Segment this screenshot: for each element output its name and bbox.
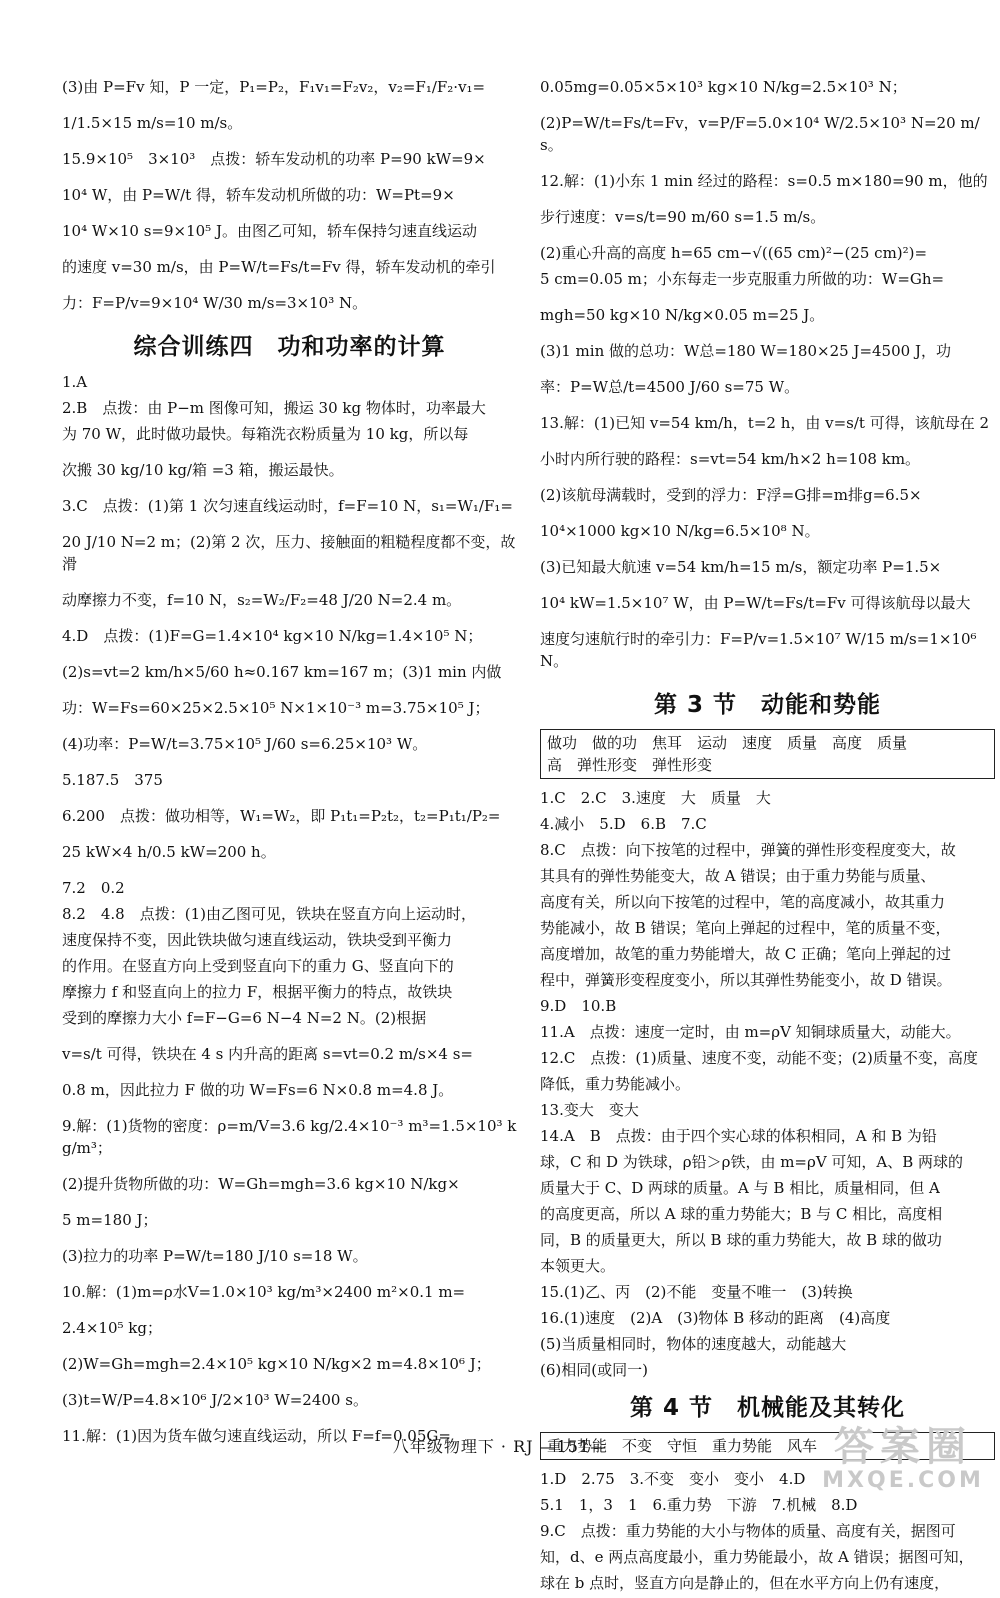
answer-line: (6)相同(或同一) bbox=[540, 1361, 648, 1379]
answer-line: 10⁴ W×10 s=9×10⁵ J。由图乙可知，轿车保持匀速直线运动 bbox=[62, 222, 477, 240]
answer-line: 的作用。在竖直方向上受到竖直向下的重力 G、竖直向下的 bbox=[62, 957, 454, 975]
answer-line: 降低，重力势能减小。 bbox=[540, 1075, 691, 1093]
answer-line: 5.1 1，3 1 6.重力势 下游 7.机械 8.D bbox=[540, 1496, 858, 1514]
answer-line: 15.(1)乙、丙 (2)不能 变量不唯一 (3)转换 bbox=[540, 1283, 853, 1301]
answer-line: 10⁴×1000 kg×10 N/kg=6.5×10⁸ N。 bbox=[540, 522, 820, 540]
keyword-line: 重力势能 不变 守恒 重力势能 风车 bbox=[547, 1437, 818, 1455]
answer-line: 12.C 点拨：(1)质量、速度不变，动能不变；(2)质量不变，高度 bbox=[540, 1049, 978, 1067]
answer-line: (4)功率：P=W/t=3.75×10⁵ J/60 s=6.25×10³ W。 bbox=[62, 735, 428, 753]
answer-line: 5.187.5 375 bbox=[62, 771, 163, 789]
answer-line: 高度有关，所以向下按笔的过程中，笔的高度减小，故其重力 bbox=[540, 893, 946, 911]
answer-line: 4.减小 5.D 6.B 7.C bbox=[540, 815, 707, 833]
answer-line: 的速度 v=30 m/s，由 P=W/t=Fs/t=Fv 得，轿车发动机的牵引 bbox=[62, 258, 496, 276]
answer-line: 为 70 W，此时做功最快。每箱洗衣粉质量为 10 kg，所以每 bbox=[62, 425, 469, 443]
answer-line: mgh=50 kg×10 N/kg×0.05 m=25 J。 bbox=[540, 306, 825, 324]
answer-line: 13.解：(1)已知 v=54 km/h，t=2 h，由 v=s/t 可得，该航母在 2 bbox=[540, 414, 990, 432]
answer-line: 20 J/10 N=2 m；(2)第 2 次，压力、接触面的粗糙程度都不变，故滑 bbox=[62, 533, 516, 573]
answer-line: (3)拉力的功率 P=W/t=180 J/10 s=18 W。 bbox=[62, 1247, 368, 1265]
answer-line: 速度匀速航行时的牵引力：F=P/v=1.5×10⁷ W/15 m/s=1×10⁶ N。 bbox=[540, 630, 982, 670]
section-heading: 综合训练四 功和功率的计算 bbox=[133, 334, 446, 360]
answer-line: 质量大于 C、D 两球的质量。A 与 B 相比，质量相同，但 A bbox=[540, 1179, 940, 1197]
section-heading: 第 3 节 动能和势能 bbox=[653, 692, 882, 718]
answer-line: 其具有的弹性势能变大，故 A 错误；由于重力势能与质量、 bbox=[540, 867, 936, 885]
answer-line: 1.C 2.C 3.速度 大 质量 大 bbox=[540, 789, 771, 807]
answer-line: 8.C 点拨：向下按笔的过程中，弹簧的弹性形变程度变大，故 bbox=[540, 841, 956, 859]
answer-line: 程中，弹簧形变程度变小，所以其弹性势能变小，故 D 错误。 bbox=[540, 971, 952, 989]
answer-line: 4.D 点拨：(1)F=G=1.4×10⁴ kg×10 N/kg=1.4×10⁵ N； bbox=[62, 627, 483, 645]
answer-line: 10⁴ kW=1.5×10⁷ W，由 P=W/t=Fs/t=Fv 可得该航母以最大 bbox=[540, 594, 971, 612]
answer-line: (5)当质量相同时，物体的速度越大，动能越大 bbox=[540, 1335, 847, 1353]
answer-line: (2)s=vt=2 km/h×5/60 h≈0.167 km=167 m；(3)1 min 内做 bbox=[62, 663, 502, 681]
answer-line: 6.200 点拨：做功相等，W₁=W₂，即 P₁t₁=P₂t₂，t₂=P₁t₁/P₂= bbox=[62, 807, 501, 825]
answer-line: 率：P=W总/t=4500 J/60 s=75 W。 bbox=[540, 378, 800, 396]
answer-line: 0.05mg=0.05×5×10³ kg×10 N/kg=2.5×10³ N； bbox=[540, 78, 907, 96]
answer-line: 12.解：(1)小东 1 min 经过的路程：s=0.5 m×180=90 m，他的 bbox=[540, 172, 988, 190]
answer-line: 10.解：(1)m=ρ水V=1.0×10³ kg/m³×2400 m²×0.1 m= bbox=[62, 1283, 466, 1301]
answer-line: 小时内所行驶的路程：s=vt=54 km/h×2 h=108 km。 bbox=[540, 450, 921, 468]
answer-line: 25 kW×4 h/0.5 kW=200 h。 bbox=[62, 843, 276, 861]
answer-line: 受到的摩擦力大小 f=F−G=6 N−4 N=2 N。(2)根据 bbox=[62, 1009, 427, 1027]
answer-line: 0.8 m，因此拉力 F 做的功 W=Fs=6 N×0.8 m=4.8 J。 bbox=[62, 1081, 454, 1099]
answer-line: (2)提升货物所做的功：W=Gh=mgh=3.6 kg×10 N/kg× bbox=[62, 1175, 460, 1193]
answer-line: 11.A 点拨：速度一定时，由 m=ρV 知铜球质量大，动能大。 bbox=[540, 1023, 961, 1041]
keyword-line: 做功 做的功 焦耳 运动 速度 质量 高度 质量 bbox=[547, 734, 908, 752]
answer-line: (3)t=W/P=4.8×10⁶ J/2×10³ W=2400 s。 bbox=[62, 1391, 368, 1409]
answer-line: 速度保持不变，因此铁块做匀速直线运动，铁块受到平衡力 bbox=[62, 931, 453, 949]
answer-line: 2.4×10⁵ kg； bbox=[62, 1319, 162, 1337]
answer-line: (2)W=Gh=mgh=2.4×10⁵ kg×10 N/kg×2 m=4.8×10⁶ J； bbox=[62, 1355, 491, 1373]
answer-line: 15.9×10⁵ 3×10³ 点拨：轿车发动机的功率 P=90 kW=9× bbox=[62, 150, 486, 168]
answer-line: 高度增加，故笔的重力势能增大，故 C 正确；笔向上弹起的过 bbox=[540, 945, 952, 963]
answer-line: 5 m=180 J； bbox=[62, 1211, 158, 1229]
answer-line: 1.D 2.75 3.不变 变小 变小 4.D bbox=[540, 1470, 806, 1488]
answer-line: (2)重心升高的高度 h=65 cm−√((65 cm)²−(25 cm)²)= bbox=[540, 244, 928, 262]
answer-line: 次搬 30 kg/10 kg/箱 =3 箱，搬运最快。 bbox=[62, 461, 344, 479]
answer-line: 3.C 点拨：(1)第 1 次匀速直线运动时，f=F=10 N，s₁=W₁/F₁= bbox=[62, 497, 513, 515]
answer-line: 9.解：(1)货物的密度：ρ=m/V=3.6 kg/2.4×10⁻³ m³=1.5×10³ kg/m³； bbox=[62, 1117, 517, 1157]
answer-line: 9.C 点拨：重力势能的大小与物体的质量、高度有关，据图可 bbox=[540, 1522, 956, 1540]
answer-line: (3)已知最大航速 v=54 km/h=15 m/s，额定功率 P=1.5× bbox=[540, 558, 942, 576]
answer-line: 8.2 4.8 点拨：(1)由乙图可见，铁块在竖直方向上运动时， bbox=[62, 905, 476, 923]
answer-line: (3)1 min 做的总功：W总=180 W=180×25 J=4500 J，功 bbox=[540, 342, 951, 360]
answer-line: (2)该航母满载时，受到的浮力：F浮=G排=m排g=6.5× bbox=[540, 486, 922, 504]
answer-line: (2)P=W/t=Fs/t=Fv，v=P/F=5.0×10⁴ W/2.5×10³ N=20 m/s。 bbox=[540, 114, 980, 154]
watermark-url: MXQE.COM bbox=[822, 1468, 984, 1493]
answer-line: 摩擦力 f 和竖直向上的拉力 F，根据平衡力的特点，故铁块 bbox=[62, 983, 453, 1001]
answer-line: 5 cm=0.05 m；小东每走一步克服重力所做的功：W=Gh= bbox=[540, 270, 945, 288]
page-footer: 八年级物理下 · RJ —151— bbox=[392, 1437, 608, 1456]
keyword-box bbox=[540, 729, 995, 779]
answer-line: 球在 b 点时，竖直方向是静止的，但在水平方向上仍有速度， bbox=[540, 1574, 950, 1592]
section-heading: 第 4 节 机械能及其转化 bbox=[629, 1395, 906, 1421]
answer-line: 2.B 点拨：由 P−m 图像可知，搬运 30 kg 物体时，功率最大 bbox=[62, 399, 486, 417]
keyword-line: 高 弹性形变 弹性形变 bbox=[547, 756, 713, 774]
answer-line: 7.2 0.2 bbox=[62, 879, 125, 897]
answer-line: 13.变大 变大 bbox=[540, 1101, 639, 1119]
answer-line: 球，C 和 D 为铁球，ρ铅＞ρ铁，由 m=ρV 可知，A、B 两球的 bbox=[540, 1153, 964, 1171]
answer-line: 的高度更高，所以 A 球的重力势能大；B 与 C 相比，高度相 bbox=[540, 1205, 943, 1223]
answer-line: 16.(1)速度 (2)A (3)物体 B 移动的距离 (4)高度 bbox=[540, 1309, 891, 1327]
answer-line: 1/1.5×15 m/s=10 m/s。 bbox=[62, 114, 243, 132]
answer-line: (3)由 P=Fv 知，P 一定，P₁=P₂，F₁v₁=F₂v₂，v₂=F₁/F₂·v₁= bbox=[62, 78, 486, 96]
answer-line: 力：F=P/v=9×10⁴ W/30 m/s=3×10³ N。 bbox=[62, 294, 368, 312]
answer-line: 步行速度：v=s/t=90 m/60 s=1.5 m/s。 bbox=[540, 208, 826, 226]
watermark-logo bbox=[818, 1426, 988, 1493]
answer-line: 动摩擦力不变，f=10 N，s₂=W₂/F₂=48 J/20 N=2.4 m。 bbox=[62, 591, 462, 609]
answer-line: 14.A B 点拨：由于四个实心球的体积相同，A 和 B 为铅 bbox=[540, 1127, 937, 1145]
left-column bbox=[62, 62, 517, 1451]
answer-line: 势能减小，故 B 错误；笔向上弹起的过程中，笔的质量不变， bbox=[540, 919, 951, 937]
answer-line: 本领更大。 bbox=[540, 1257, 616, 1275]
answer-line: v=s/t 可得，铁块在 4 s 内升高的距离 s=vt=0.2 m/s×4 s= bbox=[62, 1045, 473, 1063]
answer-line: 知，d、e 两点高度最小，重力势能最小，故 A 错误；据图可知， bbox=[540, 1548, 974, 1566]
watermark-title: 答案圈 bbox=[834, 1424, 972, 1470]
answer-line: 10⁴ W，由 P=W/t 得，轿车发动机所做的功：W=Pt=9× bbox=[62, 186, 455, 204]
answer-line: 功：W=Fs=60×25×2.5×10⁵ N×1×10⁻³ m=3.75×10⁵ J； bbox=[62, 699, 490, 717]
answer-line: 11.解：(1)因为货车做匀速直线运动，所以 F=f=0.05G= bbox=[62, 1427, 451, 1445]
answer-line: 9.D 10.B bbox=[540, 997, 617, 1015]
right-column bbox=[540, 62, 995, 1598]
answer-line: 同，B 的质量更大，所以 B 球的重力势能大，故 B 球的做功 bbox=[540, 1231, 942, 1249]
answer-line: 1.A bbox=[62, 373, 88, 391]
